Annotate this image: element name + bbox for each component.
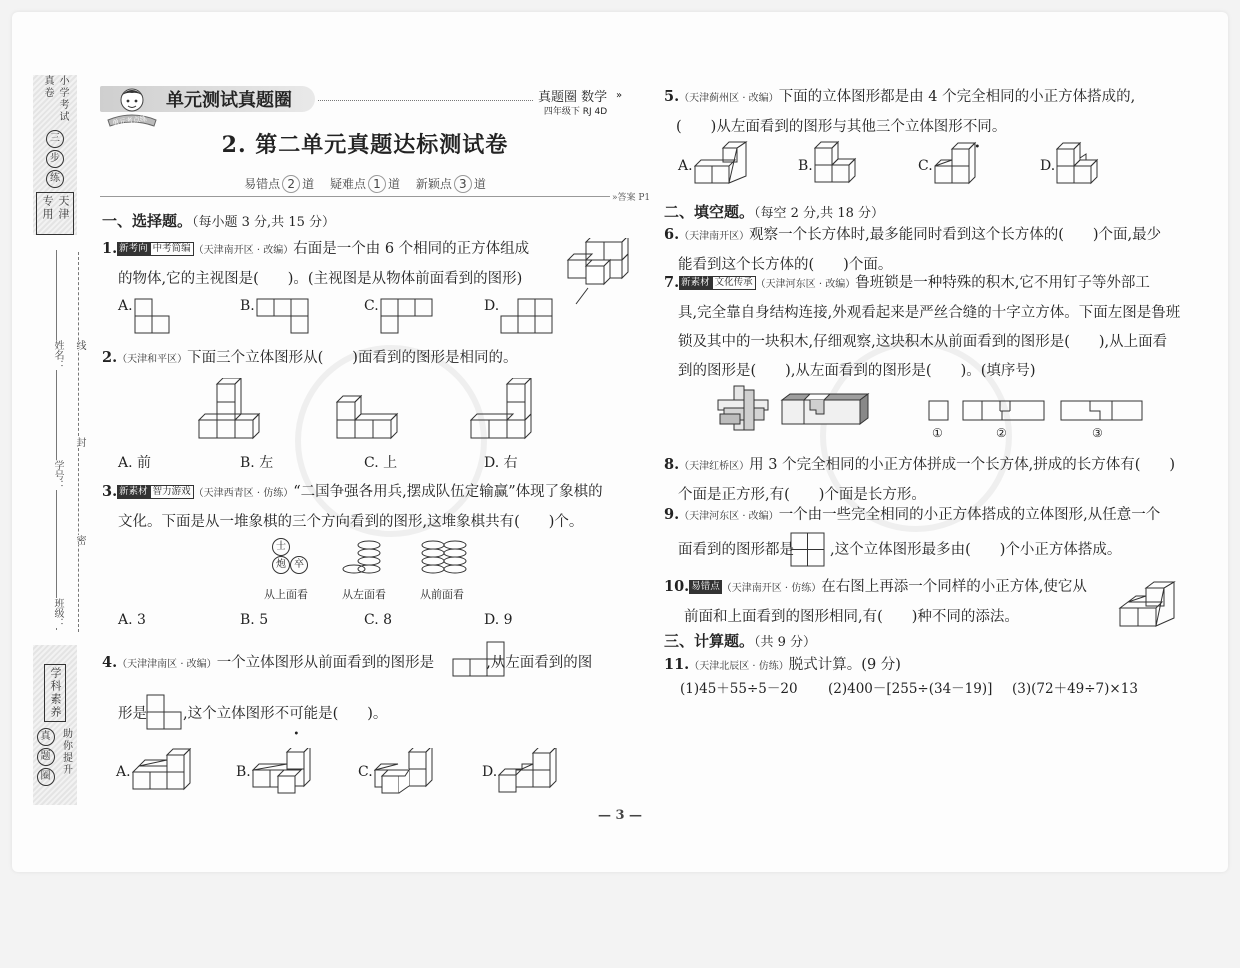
view-option-3 [1060,400,1144,422]
side-banner-text: 小学考试真卷 [42,75,68,123]
q10-cube-figure [1118,578,1180,632]
q2-option-d[interactable]: D. 右 [484,455,518,471]
section-header-title: 单元测试真题圈 [166,90,292,111]
q1-cube-figure [552,238,644,306]
q9-view-shape [790,532,826,568]
tag-new: 新考向 [119,243,148,254]
mascot-label: 单元考点练 [111,114,148,128]
view-option-1 [928,400,950,422]
q5-figure-c [934,138,990,190]
view-label: 从左面看 [342,588,386,601]
view-label-3: ③ [1092,426,1103,440]
view-option-2 [962,400,1046,422]
q2-figure-2 [336,378,402,440]
side-circle-char: 题 [37,748,55,766]
view-shape [256,298,310,334]
q4-option-b[interactable]: B. [236,764,251,780]
side-circle-char: 步 [46,150,64,168]
calc-expression-1: (1)45＋55÷5－20 [680,681,798,697]
question-1: 1. 新考向 中考简编 （天津南开区 · 改编）右面是一个由 6 个相同的正方体组成 的物体,它的主视图是( )。(主视图是从物体前面看到的图形) [102,240,530,287]
header-dotted-line [318,100,533,101]
q5-option-c[interactable]: C. [918,158,933,174]
tag-new: 新素材 [681,277,710,288]
view-shape [500,298,554,334]
question-3: 3. 新素材 智力游戏 （天津西青区 · 仿练）“二国争强各用兵,摆成队伍定输赢”体现了象棋的 文化。下面是从一堆象棋的三个方向看到的图形,这堆象棋共有( )个。 [102,483,603,530]
brand [538,86,623,117]
question-2: 2.（天津和平区）下面三个立体图形从( )面看到的图形是相同的。 [102,349,518,366]
side-banner-box: 学科素养 [44,664,66,722]
side-banner-box: 天津专用 [36,192,74,235]
question-7: 7. 新素材 文化传承 （天津河东区 · 改编）鲁班锁是一种特殊的积木,它不用钉子等外部工 具,完全靠自身结构连接,外观看起来是严丝合缝的十字立方体。下面左图是鲁班 锁及其中的一块积木,仔细观察,这块积木从前面看到的图形是( ),从上面看 到的图形是( ),从左面看到的图形是( )。(填序号) [664,274,1181,379]
view-shape [380,298,434,334]
stat-count: 1 [368,175,386,193]
section-calc-title: 三、计算题。（共 9 分） [664,632,817,650]
question-4-line2: 形是 ,这个立体图形不可能是( )。 [118,706,388,722]
binding-field-class: 班级： [52,598,63,628]
tag-category: 智力游戏 [150,485,194,499]
q1-option-a[interactable]: A. [118,298,133,314]
page-title: 2. 第二单元真题达标测试卷 [221,132,509,158]
binding-field-id: 学号： [52,460,63,490]
chess-piece: 士 [272,538,290,556]
tag-category: 文化传承 [712,276,756,290]
view-label: 从上面看 [264,588,308,601]
binding-mark: 封 [74,437,85,447]
q4-front-view [452,641,506,677]
question-8: 8.（天津红桥区）用 3 个完全相同的小正方体拼成一个长方体,拼成的长方体有( ) 个面是正方形,有( )个面是长方形。 [664,456,1176,503]
q5-option-b[interactable]: B. [798,158,813,174]
answer-reference: »答案 P1 [612,193,651,203]
q5-figure-a [694,138,750,190]
tag-new: 新素材 [119,486,148,497]
q2-figure-1 [198,378,264,440]
calc-expression-2: (2)400－[255÷(34－19)] [828,681,993,697]
q4-option-c[interactable]: C. [358,764,373,780]
side-circle-char: 三 [46,130,64,148]
q4-option-d[interactable]: D. [482,764,498,780]
q2-option-c[interactable]: C. 上 [364,455,398,471]
q2-option-a[interactable]: A. 前 [118,455,152,471]
q4-figure-a [132,748,196,798]
q5-figure-d [1056,138,1112,190]
brand-name: 真题圈 数学 [538,90,608,105]
side-banner-top [33,75,77,235]
question-9: 9.（天津河东区 · 改编）一个由一些完全相同的小正方体搭成的立体图形,从任意一个 [664,506,1161,523]
chess-top-view [266,538,310,580]
tag-category: 中考简编 [150,242,194,256]
side-circle-char: 圈 [37,768,55,786]
page-number: — 3 — [597,808,643,823]
stat-count: 2 [282,175,300,193]
question-6: 6.（天津南开区）观察一个长方体时,最多能同时看到这个长方体的( )个面,最少 能看到这个长方体的( )个面。 [664,226,1162,273]
q4-figure-c [374,748,438,798]
q3-option-c[interactable]: C. 8 [364,612,393,628]
binding-mark: 线 [74,340,85,350]
binding-mark: 密 [74,535,85,545]
q2-figure-3 [470,378,536,440]
question-4: 4.（天津津南区 · 改编）一个立体图形从前面看到的图形是 ,从左面看到的图 [102,654,593,671]
question-9-line2: 面看到的图形都是 ,这个立体图形最多由( )个小正方体搭成。 [678,542,1122,558]
luban-lock-figure [716,384,772,434]
view-label-1: ① [932,426,943,440]
section-choice-title: 一、选择题。（每小题 3 分,共 15 分） [102,212,335,230]
question-11: 11.（天津北辰区 · 仿练）脱式计算。(9 分) [664,656,901,673]
side-banner-text: 助你提升 [60,728,72,776]
section-fill-title: 二、填空题。（每空 2 分,共 18 分） [664,203,884,221]
side-circle-char: 真 [37,728,55,746]
q1-option-d[interactable]: D. [484,298,499,314]
header-rule [100,196,610,197]
question-5: 5.（天津蓟州区 · 改编）下面的立体图形都是由 4 个完全相同的小正方体搭成的, ( )从左面看到的图形与其他三个立体图形不同。 [664,88,1136,135]
tag-error-prone: 易错点 [691,581,720,592]
q3-option-d[interactable]: D. 9 [484,612,513,628]
arrow-icon: » [616,90,623,101]
q5-option-a[interactable]: A. [678,158,693,174]
q3-option-a[interactable]: A. 3 [118,612,146,628]
luban-block-figure [780,390,870,426]
view-label: 从前面看 [420,588,464,601]
view-label-2: ② [996,426,1007,440]
brand-grade: 四年级下 RJ 4D [543,107,608,117]
chess-piece: 卒 [290,556,308,574]
binding-field-name: 姓名： [52,340,63,370]
question-10: 10. 易错点 （天津南开区 · 仿练）在右图上再添一个同样的小正方体,使它从 前面和上面看到的图形相同,有( )种不同的添法。 [664,578,1087,625]
q3-option-b[interactable]: B. 5 [240,612,269,628]
chess-front-view [420,540,468,578]
q4-option-a[interactable]: A. [116,764,131,780]
difficulty-stats: 易错点 2 道 疑难点 1 道 新颖点 3 道 [244,177,486,191]
q1-option-c[interactable]: C. [364,298,379,314]
chess-left-view [342,540,382,578]
q4-left-view [146,694,182,730]
q5-option-d[interactable]: D. [1040,158,1056,174]
chess-piece: 炮 [272,556,290,574]
q5-figure-b [814,138,870,190]
q2-option-b[interactable]: B. 左 [240,455,274,471]
q1-option-b[interactable]: B. [240,298,255,314]
calc-expression-3: (3)(72＋49÷7)×13 [1012,681,1138,697]
view-shape [134,298,170,334]
stat-count: 3 [454,175,472,193]
q4-figure-d [498,748,562,798]
q4-figure-b [252,748,316,798]
side-circle-char: 练 [46,170,64,188]
